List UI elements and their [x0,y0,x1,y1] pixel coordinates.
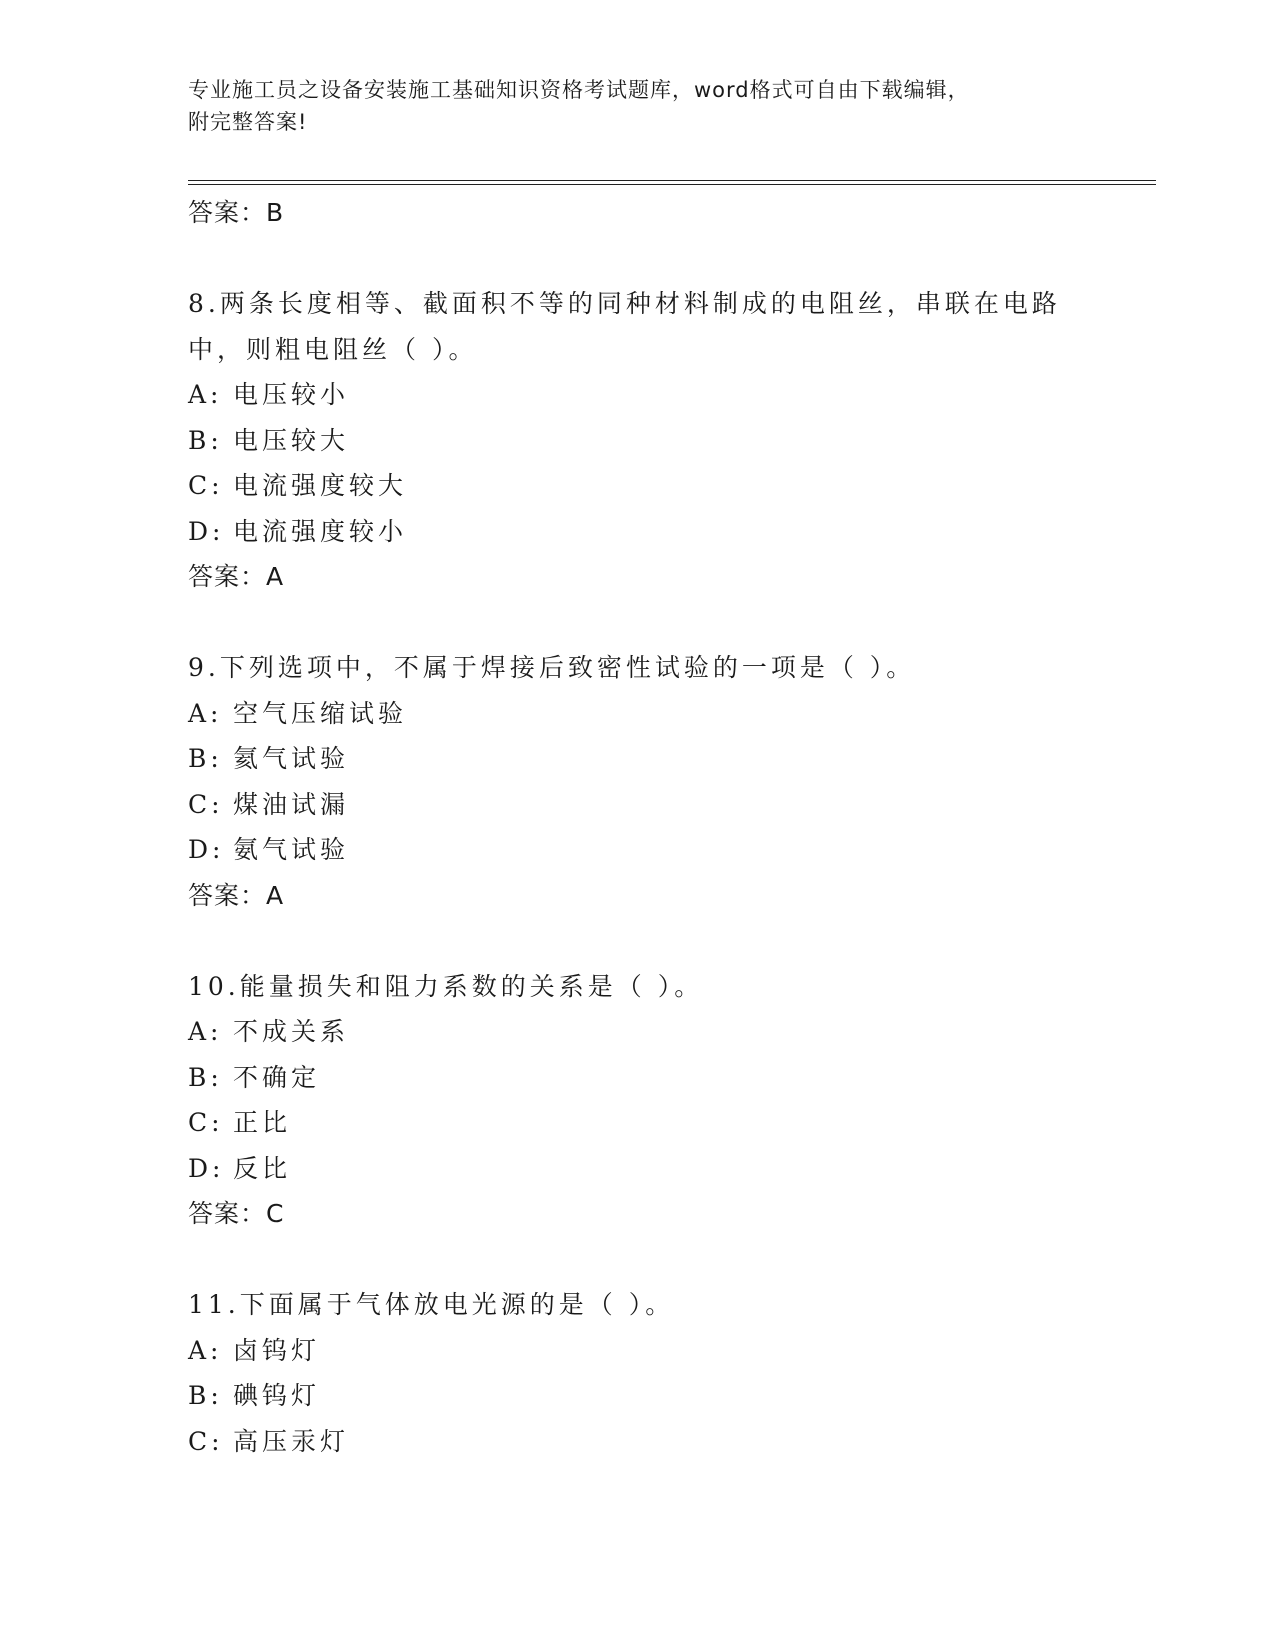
option-label: C: [188,471,224,500]
option-text: 电压较大 [233,425,350,455]
option-d [188,509,1088,555]
spacer [188,918,1088,964]
answer-text: 答案：A [188,880,285,910]
question-block [188,281,1088,599]
option-text: 空气压缩试验 [233,698,408,728]
option-c [188,1419,1088,1465]
answer-text: 答案：B [188,198,285,227]
option-text: 碘钨灯 [233,1381,321,1410]
answer-text: 答案：C [188,1199,285,1228]
question-block [188,1282,1088,1464]
option-label: D: [188,516,225,546]
document-header [188,74,1088,138]
option-a [188,1009,1088,1055]
option-d [188,827,1088,873]
option-text: 电流强度较大 [233,471,408,500]
spacer [188,1236,1088,1282]
answer-text: 答案：A [188,562,285,591]
option-label: C: [188,1108,224,1137]
spacer [188,235,1088,281]
option-text: 高压汞灯 [233,1426,350,1456]
header-line-1: 专业施工员之设备安装施工基础知识资格考试题库，word格式可自由下载编辑， [188,78,970,102]
option-text: 煤油试漏 [233,789,350,819]
option-text: 不确定 [233,1062,321,1092]
option-text: 氦气试验 [233,744,350,773]
option-label: B: [188,1381,223,1410]
option-label: A: [188,1017,223,1046]
option-label: B: [188,425,223,455]
option-text: 电压较小 [233,380,350,409]
question-stem: 8.两条长度相等、截面积不等的同种材料制成的电阻丝，串联在电路 [188,289,1061,318]
question-block [188,964,1088,1237]
question-list [188,190,1088,1464]
option-label: D: [188,1153,225,1183]
option-text: 氨气试验 [233,835,350,864]
option-label: D: [188,835,225,864]
option-label: A: [188,380,223,409]
option-text: 卤钨灯 [233,1335,321,1365]
option-b [188,1373,1088,1419]
option-text: 正比 [233,1108,292,1137]
spacer [188,599,1088,645]
option-text: 电流强度较小 [233,516,408,546]
option-a [188,691,1088,737]
option-c [188,463,1088,509]
option-a [188,1328,1088,1374]
option-label: C: [188,1426,224,1456]
option-text: 不成关系 [233,1017,350,1046]
option-a [188,372,1088,418]
option-b [188,418,1088,464]
question-stem: 10.能量损失和阻力系数的关系是（ ）。 [188,971,704,1001]
option-label: A: [188,1335,223,1365]
option-label: B: [188,1062,223,1092]
question-block [188,645,1088,918]
option-label: C: [188,789,224,819]
option-b [188,736,1088,782]
header-line-2: 附完整答案! [188,110,308,134]
option-label: A: [188,698,223,728]
question-stem: 9.下列选项中，不属于焊接后致密性试验的一项是（ ）。 [188,653,916,682]
option-label: B: [188,744,223,773]
header-divider [188,180,1156,185]
question-stem: 11.下面属于气体放电光源的是（ ）。 [188,1290,675,1319]
option-c [188,782,1088,828]
option-b [188,1055,1088,1101]
option-c [188,1100,1088,1146]
option-text: 反比 [233,1153,292,1183]
question-stem-continued: 中，则粗电阻丝（ ）。 [188,334,478,364]
option-d [188,1146,1088,1192]
